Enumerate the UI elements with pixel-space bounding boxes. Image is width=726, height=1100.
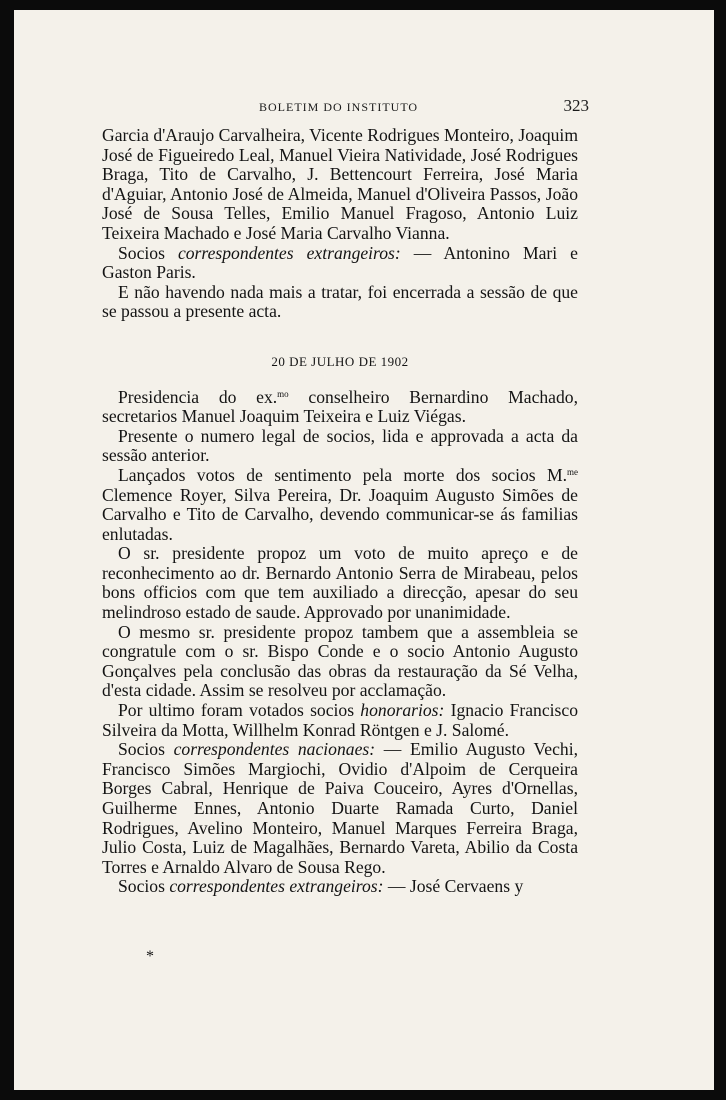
text-run: — Emilio Augusto Vechi, Francisco Simões Margiochi, Ovidio d'Alpoim de Cerqueira Borges Cabral, Henrique de Paiva Couceiro, Ayres d'Ornellas, Guilherme Ennes, Antonio Duarte Ramada Curto, Daniel Rodrigues, Avelino Monteiro, Manuel Marques Ferreira Braga, Julio Costa, Luiz de Magalhães, Bernardo Vareta, Abilio da Costa Torres e Arnaldo Alvaro de Sousa Rego. [102,739,579,877]
text-run: Presidencia do ex. [118,386,278,407]
paragraph-foreign-correspondents [102,244,578,283]
text-run: Lançados votos de sentimento pela morte dos socios M. [118,464,567,485]
page-number: 323 [563,96,589,115]
paragraph-vote-of-thanks: O sr. presidente propoz um voto de muito apreço e de reconhecimento ao dr. Bernardo Antonio Serra de Mirabeau, pelos bons officios com que tem auxiliado a direcção, apesar do seu melindroso estado de saude. Approvado por unanimidade. [102,543,578,623]
italic-run: correspondentes extrangeiros: [169,876,384,897]
text-run: — Antonino Mari e Gaston Paris. [102,242,578,283]
text-run: conselheiro Bernardino Machado, secretarios Manuel Joaquim Teixeira e Luiz Viégas. [102,386,578,427]
text-run: Socios [118,739,174,760]
paragraph-quorum: Presente o numero legal de socios, lida e approvada a acta da sessão anterior. [102,425,578,466]
text-run: Por ultimo foram votados socios [118,700,361,721]
page-header [259,98,589,118]
paragraph-national-correspondents [102,740,578,877]
paragraph-member-list: Garcia d'Araujo Carvalheira, Vicente Rodrigues Monteiro, Joaquim José de Figueiredo Leal, Manuel Vieira Natividade, José Rodrigues Braga, Tito de Carvalho, J. Bettencourt Ferreira, José Maria d'Aguiar, Antonio José de Almeida, Manuel d'Oliveira Passos, João José de Sousa Telles, Emilio Manuel Fragoso, Antonio Luiz Teixeira Machado e José Maria Carvalho Vianna. [102,125,578,243]
text-run: Clemence Royer, Silva Pereira, Dr. Joaquim Augusto Simões de Carvalho e Tito de Carvalho, devendo communicar-se ás familias enlutadas. [102,484,578,544]
italic-run: correspondentes extrangeiros: [177,242,401,263]
book-page [14,10,714,1090]
signature-mark: * [146,948,154,965]
paragraph-presidency [102,388,578,427]
session-date-heading: 20 DE JULHO DE 1902 [271,353,409,369]
paragraph-condolences [102,466,578,544]
running-title: BOLETIM DO INSTITUTO [259,100,419,114]
text-run: Socios [118,876,170,897]
text-run: Socios [118,242,178,263]
italic-run: honorarios: [360,700,445,721]
paragraph-congratulations: O mesmo sr. presidente propoz tambem que a assembleia se congratule com o sr. Bispo Conde e o socio Antonio Augusto Gonçalves pela conclusão das obras da restauração da Sé Velha, d'esta cidade. Assim se resolveu por acclamação. [102,621,578,701]
text-run: — José Cervaens y [383,876,524,897]
body-text [102,126,578,897]
paragraph-honorary-members [102,701,578,740]
italic-run: correspondentes nacionaes: [173,739,376,760]
superscript: me [567,466,578,477]
superscript: mo [277,388,289,399]
paragraph-foreign-correspondents-2 [102,877,578,897]
paragraph-closing: E não havendo nada mais a tratar, foi encerrada a sessão de que se passou a presente acta. [102,281,578,322]
text-run: Ignacio Francisco Silveira da Motta, Willhelm Konrad Röntgen e J. Salomé. [102,700,579,740]
